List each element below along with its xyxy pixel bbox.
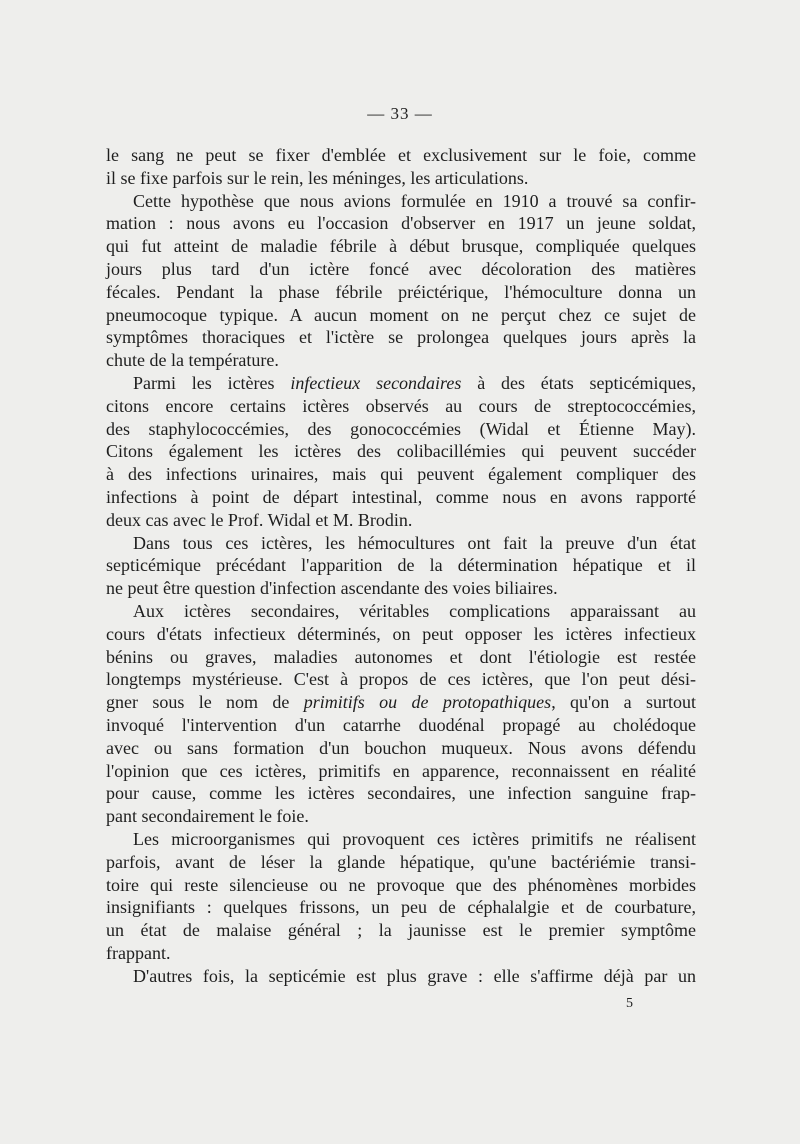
paragraph	[106, 532, 696, 600]
text-line	[106, 828, 696, 851]
text-segment: Parmi les ictères	[133, 372, 291, 393]
text-segment: insignifiants : quelques frissons, un peu de céphalalgie et de courbature,	[106, 897, 696, 918]
text-segment: , qu'on a surtout	[551, 692, 696, 713]
text-segment: infections à point de départ intestinal, comme nous en avons rapporté	[106, 486, 696, 507]
text-line	[106, 691, 696, 714]
text-segment: Aux ictères secondaires, véritables complications apparaissant au	[133, 600, 696, 621]
text-segment: deux cas avec le Prof. Widal et M. Brodin.	[106, 509, 413, 530]
text-line	[106, 509, 696, 532]
text-segment: bénins ou graves, maladies autonomes et dont l'étiologie est restée	[106, 646, 696, 667]
text-segment: jours plus tard d'un ictère foncé avec décoloration des matières	[106, 258, 696, 279]
text-line	[106, 737, 696, 760]
text-line	[106, 304, 696, 327]
text-segment: des staphylococcémies, des gonococcémies (Widal et Étienne May).	[106, 418, 696, 439]
text-line	[106, 395, 696, 418]
text-line	[106, 919, 696, 942]
text-segment: chute de la température.	[106, 350, 279, 371]
signature-mark: 5	[626, 996, 633, 1011]
text-line	[106, 782, 696, 805]
text-segment: gner sous le nom de	[106, 692, 304, 713]
text-segment: fécales. Pendant la phase fébrile préictérique, l'hémoculture donna un	[106, 281, 696, 302]
text-segment: septicémique précédant l'apparition de la détermination hépatique et il	[106, 555, 696, 576]
text-line	[106, 486, 696, 509]
text-segment: il se fixe parfois sur le rein, les méninges, les articulations.	[106, 167, 529, 188]
text-line	[106, 805, 696, 828]
text-segment: invoqué l'intervention d'un catarrhe duodénal propagé au cholédoque	[106, 714, 696, 735]
text-segment: à des états septicémiques,	[461, 372, 696, 393]
text-line	[106, 167, 696, 190]
text-line	[106, 874, 696, 897]
body-text	[106, 144, 696, 987]
text-line	[106, 851, 696, 874]
italic-phrase: primitifs ou de protopathiques	[303, 692, 552, 713]
text-segment: frappant.	[106, 942, 171, 963]
paragraph	[106, 372, 696, 532]
text-line	[106, 418, 696, 441]
text-segment: Cette hypothèse que nous avions formulée en 1910 a trouvé sa confir-	[133, 190, 696, 211]
text-line	[106, 440, 696, 463]
text-segment: symptômes thoraciques et l'ictère se prolongea quelques jours après la	[106, 327, 696, 348]
text-line	[106, 372, 696, 395]
text-segment: mation : nous avons eu l'occasion d'observer en 1917 un jeune soldat,	[106, 213, 696, 234]
text-line	[106, 896, 696, 919]
text-segment: Citons également les ictères des colibacillémies qui peuvent succéder	[106, 441, 696, 462]
paragraph	[106, 828, 696, 965]
text-segment: l'opinion que ces ictères, primitifs en apparence, reconnaissent en réalité	[106, 760, 696, 781]
text-segment: le sang ne peut se fixer d'emblée et exclusivement sur le foie, comme	[106, 145, 696, 165]
text-line	[106, 212, 696, 235]
text-line	[106, 190, 696, 213]
text-segment: Les microorganismes qui provoquent ces ictères primitifs ne réalisent	[133, 828, 696, 849]
text-segment: pour cause, comme les ictères secondaires, une infection sanguine frap-	[106, 783, 696, 804]
text-segment: avec ou sans formation d'un bouchon muqueux. Nous avons défendu	[106, 737, 696, 758]
text-line	[106, 714, 696, 737]
text-line	[106, 281, 696, 304]
italic-phrase: infectieux secondaires	[290, 372, 462, 393]
text-segment: pneumocoque typique. A aucun moment on ne perçut chez ce sujet de	[106, 304, 696, 325]
text-line	[106, 965, 696, 988]
paragraph	[106, 144, 696, 190]
page-number: — 33 —	[367, 104, 433, 123]
text-line	[106, 623, 696, 646]
text-segment: un état de malaise général ; la jaunisse est le premier symptôme	[106, 920, 696, 941]
text-line	[106, 646, 696, 669]
paragraph	[106, 190, 696, 372]
text-line	[106, 760, 696, 783]
text-segment: à des infections urinaires, mais qui peuvent également compliquer des	[106, 464, 696, 485]
paragraph	[106, 965, 696, 988]
text-segment: D'autres fois, la septicémie est plus grave : elle s'affirme déjà par un	[133, 965, 696, 986]
text-segment: parfois, avant de léser la glande hépatique, qu'une bactériémie transi-	[106, 851, 696, 872]
text-line	[106, 577, 696, 600]
text-line	[106, 235, 696, 258]
text-line	[106, 349, 696, 372]
text-line	[106, 600, 696, 623]
text-line	[106, 144, 696, 167]
text-segment: toire qui reste silencieuse ou ne provoque que des phénomènes morbides	[106, 874, 696, 895]
text-line	[106, 554, 696, 577]
text-segment: Dans tous ces ictères, les hémocultures ont fait la preuve d'un état	[133, 532, 696, 553]
text-segment: qui fut atteint de maladie fébrile à début brusque, compliquée quelques	[106, 236, 696, 257]
text-line	[106, 668, 696, 691]
text-line	[106, 532, 696, 555]
text-line	[106, 942, 696, 965]
text-segment: longtemps mystérieuse. C'est à propos de ces ictères, que l'on peut dési-	[106, 669, 696, 690]
text-line	[106, 326, 696, 349]
text-line	[106, 463, 696, 486]
text-segment: pant secondairement le foie.	[106, 806, 309, 827]
text-line	[106, 258, 696, 281]
text-segment: citons encore certains ictères observés au cours de streptococcémies,	[106, 395, 696, 416]
paragraph	[106, 600, 696, 828]
text-segment: cours d'états infectieux déterminés, on peut opposer les ictères infectieux	[106, 623, 696, 644]
text-segment: ne peut être question d'infection ascendante des voies biliaires.	[106, 578, 558, 599]
